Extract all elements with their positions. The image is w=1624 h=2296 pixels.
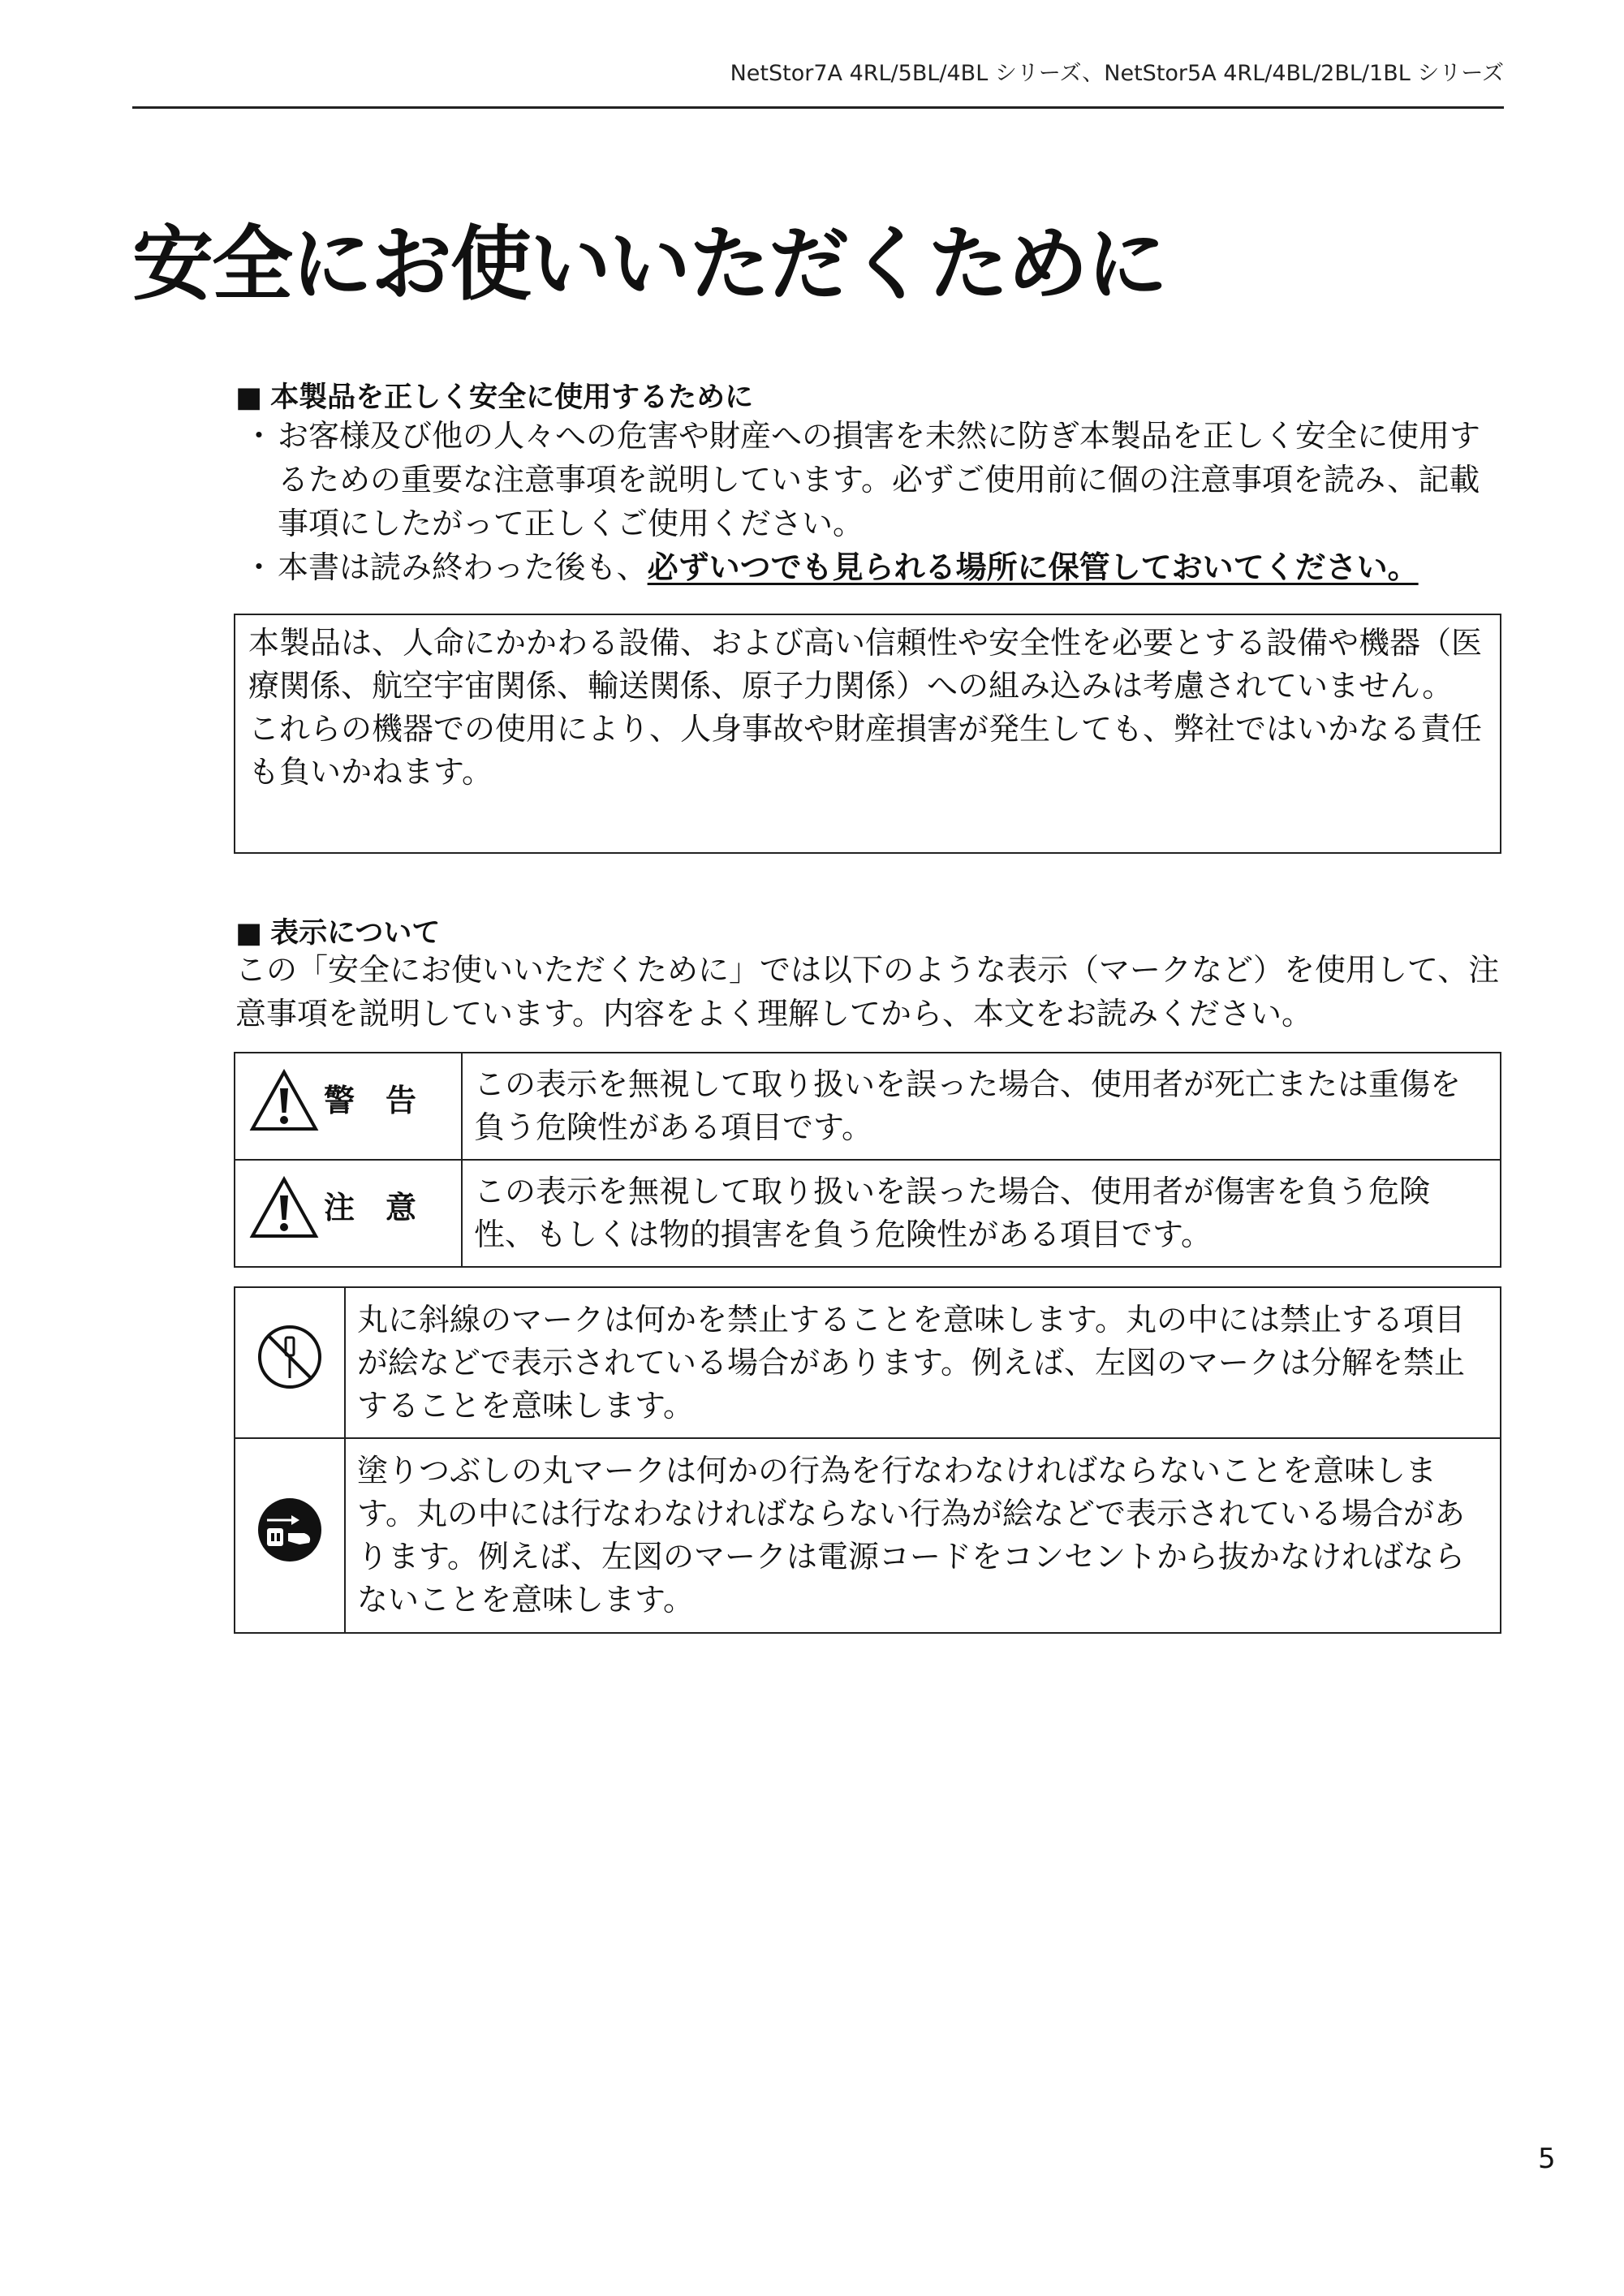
- table-row: [235, 1053, 1501, 1160]
- unplug-icon: [256, 1496, 324, 1564]
- mark-example-table: [234, 1286, 1501, 1634]
- signal-symbol-cell: [235, 1053, 462, 1160]
- page-number: 5: [1538, 2143, 1556, 2175]
- page-title: 安全にお使いいただくために: [132, 217, 1166, 312]
- warning-triangle-icon: [249, 1069, 319, 1132]
- bullet-dot: ・: [243, 549, 275, 585]
- disclaimer-paragraph: 本製品は、人命にかかわる設備、および高い信頼性や安全性を必要とする設備や機器（医療関係、航空宇宙関係、輸送関係、原子力関係）への組み込みは考慮されていません。: [248, 625, 1483, 704]
- section-heading-text: 本製品を正しく安全に使用するために: [270, 381, 754, 414]
- header-rule: [132, 106, 1504, 109]
- mark-description: 丸に斜線のマークは何かを禁止することを意味します。丸の中には禁止する項目が絵などで表示されている場合があります。例えば、左図のマークは分解を禁止することを意味します。: [345, 1287, 1501, 1438]
- disclaimer-box: [234, 614, 1501, 854]
- safety-bullets: [235, 414, 1510, 589]
- signal-symbol-cell: [235, 1160, 462, 1267]
- signal-word-label: 警告: [323, 1082, 447, 1118]
- running-header: NetStor7A 4RL/5BL/4BL シリーズ、NetStor5A 4RL/4BL/2BL/1BL シリーズ: [730, 61, 1504, 86]
- mark-symbol-cell: [235, 1287, 345, 1438]
- display-intro: この「安全にお使いいただくために」では以下のような表示（マークなど）を使用して、注意事項を説明しています。内容をよく理解してから、本文をお読みください。: [235, 952, 1500, 1032]
- signal-word-label: 注意: [323, 1189, 447, 1226]
- emphasized-instruction: 必ずいつでも見られる場所に保管しておいてください。: [647, 549, 1419, 585]
- warning-triangle-icon: [249, 1176, 319, 1239]
- bullet-text: お客様及び他の人々への危害や財産への損害を未然に防ぎ本製品を正しく安全に使用するための重要な注意事項を説明しています。必ずご使用前に個の注意事項を読み、記載事項にしたがって正しくご使用ください。: [278, 418, 1481, 541]
- table-row: [235, 1160, 1501, 1267]
- section-marker: ■: [235, 381, 263, 414]
- bullet-item: [235, 414, 1510, 545]
- section-heading-display: [235, 911, 440, 951]
- bullet-text: 本書は読み終わった後も、: [278, 549, 648, 585]
- disclaimer-paragraph: これらの機器での使用により、人身事故や財産損害が発生しても、弊社ではいかなる責任も負いかねます。: [248, 711, 1483, 790]
- bullet-dot: ・: [243, 418, 275, 454]
- bullet-item: [235, 545, 1510, 589]
- signal-description: この表示を無視して取り扱いを誤った場合、使用者が死亡または重傷を負う危険性がある項目です。: [462, 1053, 1501, 1160]
- section-heading-safe-use: [235, 375, 753, 416]
- mark-symbol-cell: [235, 1438, 345, 1633]
- mark-description: 塗りつぶしの丸マークは何かの行為を行なわなければならないことを意味します。丸の中には行なわなければならない行為が絵などで表示されている場合があります。例えば、左図のマークは電源コードをコンセントから抜かなければならないことを意味します。: [345, 1438, 1501, 1633]
- table-row: [235, 1438, 1501, 1633]
- no-disassembly-icon: [256, 1323, 324, 1391]
- signal-description: この表示を無視して取り扱いを誤った場合、使用者が傷害を負う危険性、もしくは物的損害を負う危険性がある項目です。: [462, 1160, 1501, 1267]
- section-marker: ■: [235, 917, 263, 950]
- section-heading-text: 表示について: [270, 917, 441, 950]
- signal-word-table: [234, 1052, 1501, 1268]
- table-row: [235, 1287, 1501, 1438]
